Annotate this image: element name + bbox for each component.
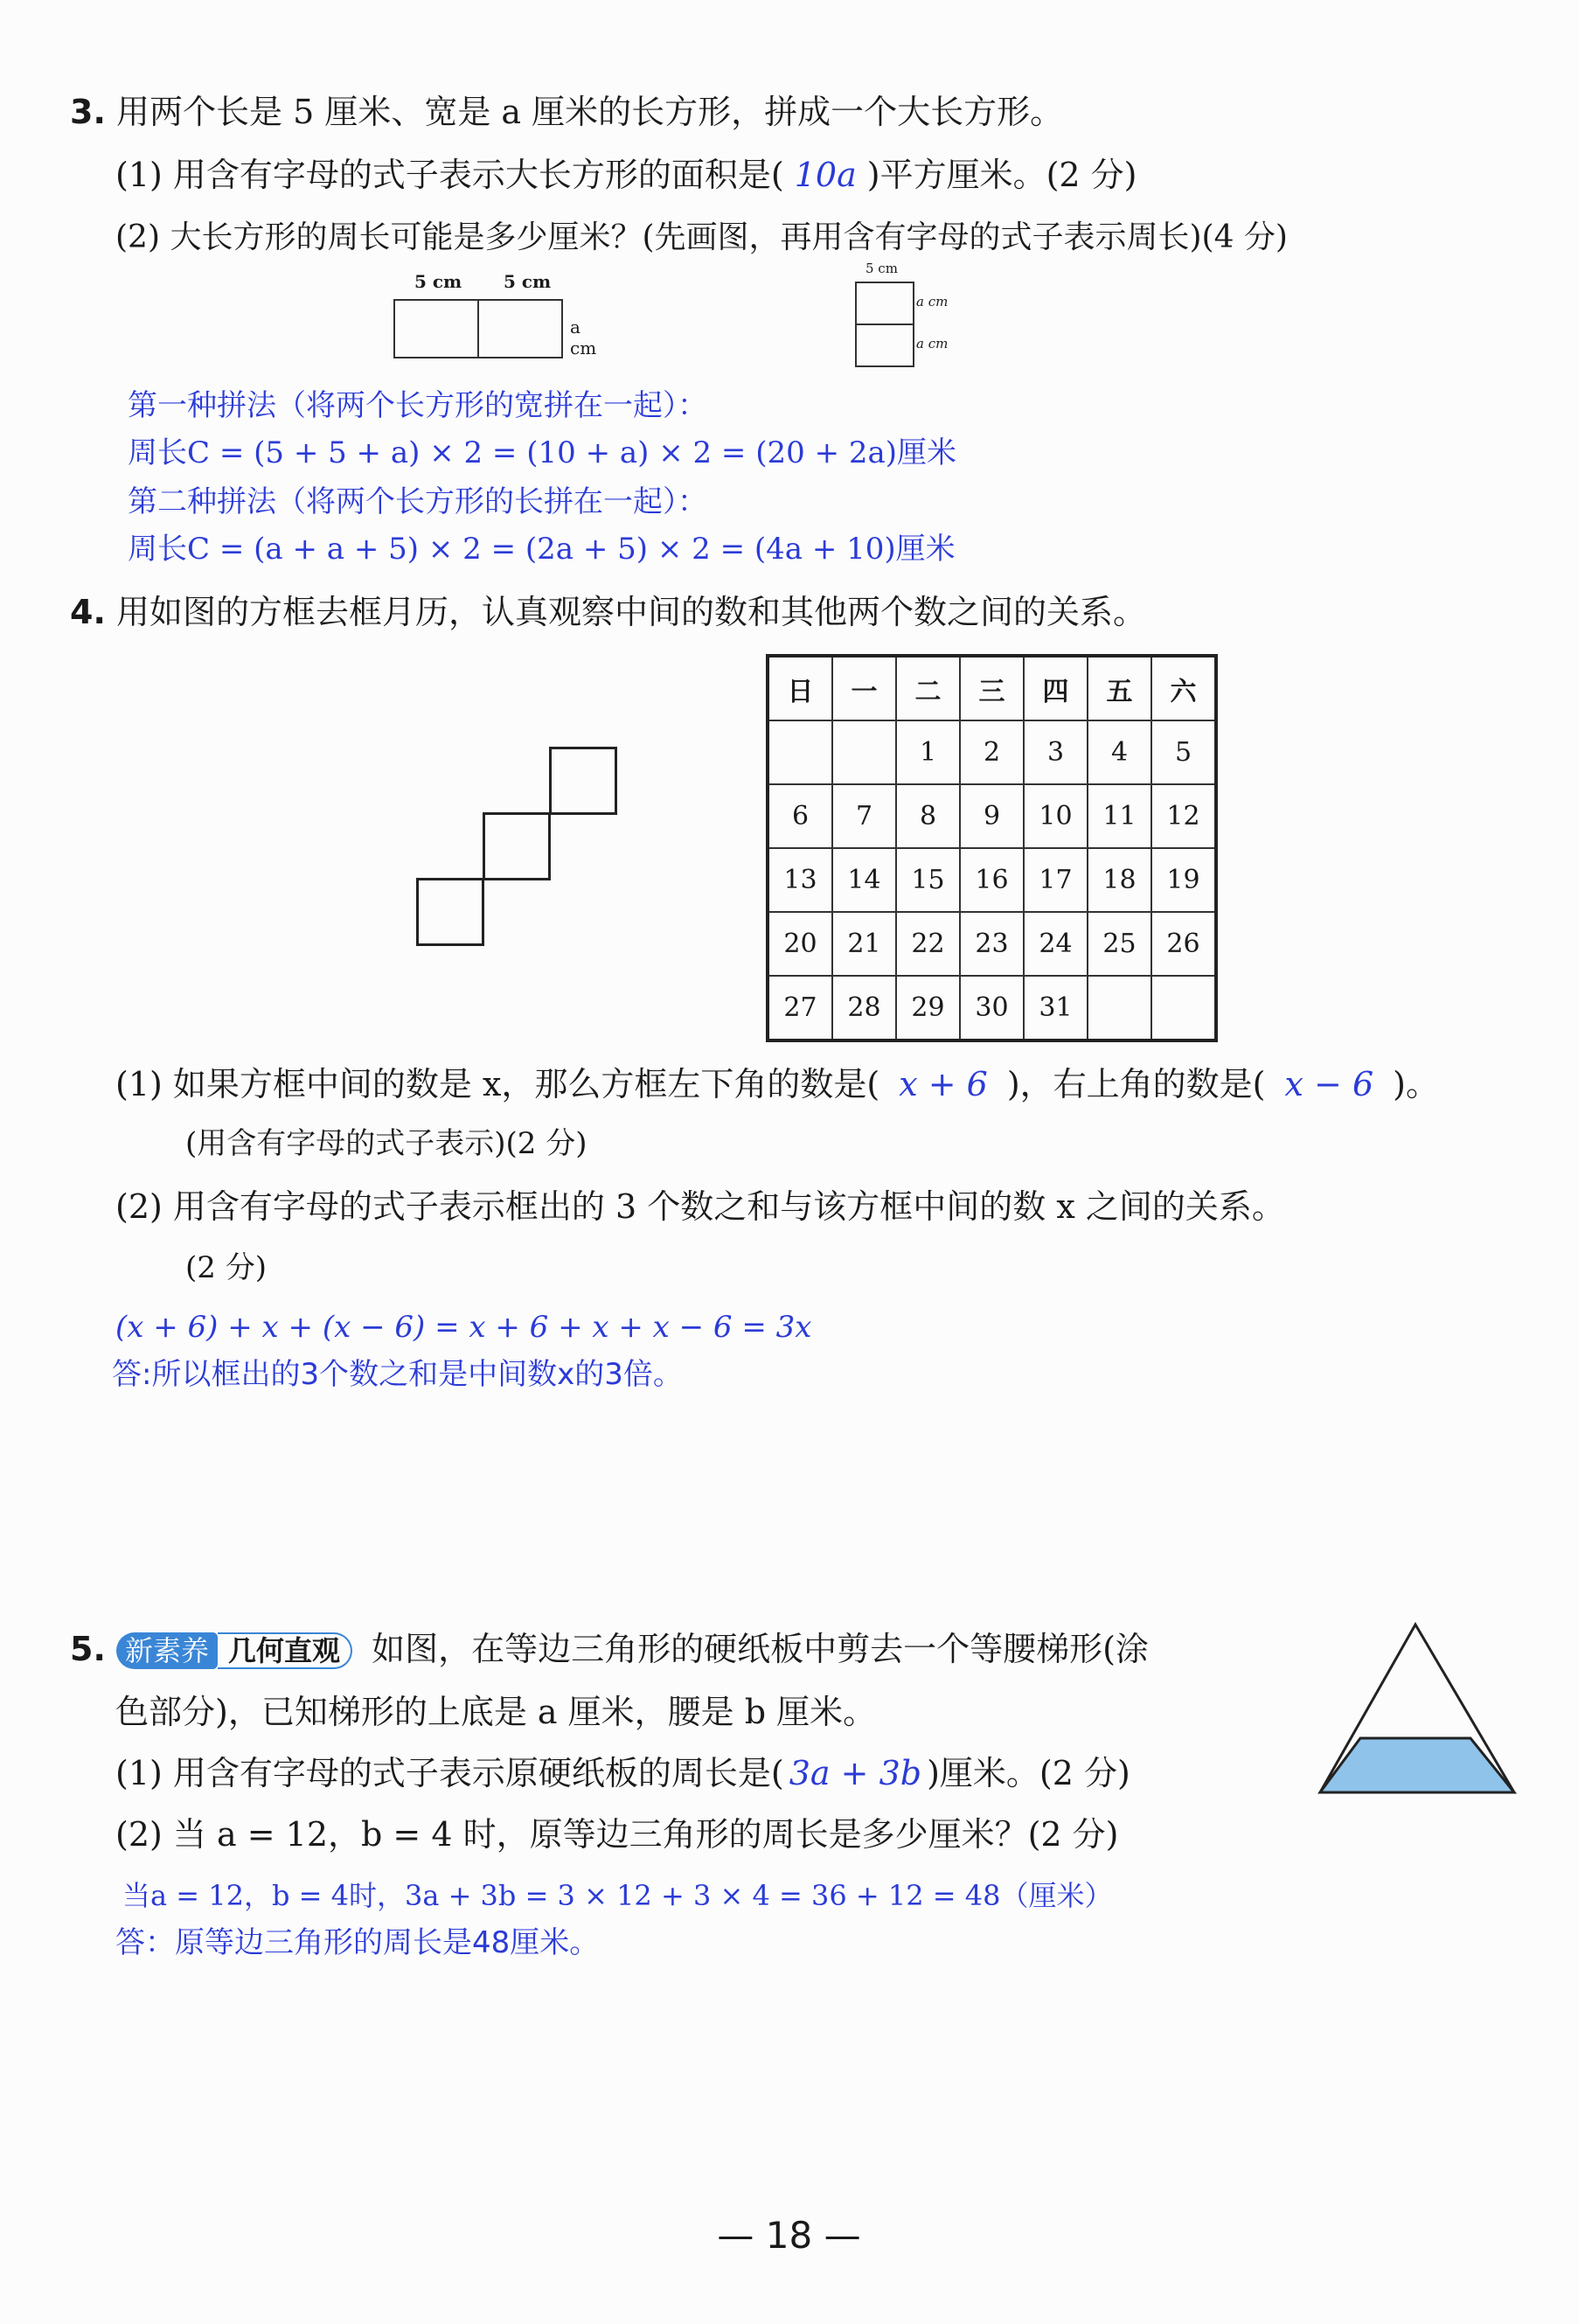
calendar-cell: 16 — [960, 848, 1024, 912]
calendar-cell: 30 — [960, 976, 1024, 1040]
calendar-cell: 7 — [832, 784, 896, 848]
fig1-label-right: 5 cm — [504, 271, 552, 292]
fig1-label-side: a cm — [570, 317, 597, 358]
calendar-table — [766, 654, 1218, 1042]
calendar-cell: 25 — [1088, 912, 1151, 976]
frame-square-middle — [483, 812, 551, 880]
calendar-row — [768, 848, 1216, 912]
calendar-row — [768, 912, 1216, 976]
calendar-cell: 10 — [1024, 784, 1088, 848]
calendar-cell — [1088, 976, 1151, 1040]
fig1-rect-right — [477, 299, 563, 358]
calendar-header-cell: 六 — [1151, 656, 1216, 720]
calendar-cell: 18 — [1088, 848, 1151, 912]
calendar-cell: 4 — [1088, 720, 1151, 784]
fig2-rect-bottom — [855, 324, 914, 367]
calendar-row — [768, 720, 1216, 784]
calendar-cell — [1151, 976, 1216, 1040]
calendar-cell — [832, 720, 896, 784]
q5-part1-pre: (1) 用含有字母的式子表示原硬纸板的周长是( — [115, 1754, 784, 1792]
calendar-cell: 20 — [768, 912, 832, 976]
q4-stem-text: 用如图的方框去框月历，认真观察中间的数和其他两个数之间的关系。 — [115, 593, 1146, 631]
q3-figure-tall — [853, 261, 958, 374]
q4-part1-pre: (1) 如果方框中间的数是 x，那么方框左下角的数是( — [115, 1065, 880, 1103]
q5-answer-line1: 当a = 12，b = 4时，3a + 3b = 3 × 12 + 3 × 4 = 36 + 12 = 48（厘米） — [122, 1879, 1113, 1912]
calendar-cell: 29 — [896, 976, 960, 1040]
q4-answer-line2: 答:所以框出的3个数之和是中间数x的3倍。 — [112, 1357, 683, 1392]
frame-square-bottom — [416, 878, 484, 946]
calendar-cell: 1 — [896, 720, 960, 784]
calendar-header-row — [768, 656, 1216, 720]
calendar-cell: 23 — [960, 912, 1024, 976]
q4-number: 4. — [70, 593, 106, 631]
calendar-header-cell: 日 — [768, 656, 832, 720]
page-number: — 18 — — [717, 2214, 861, 2257]
q5-part1-post: )厘米。(2 分) — [927, 1754, 1130, 1792]
calendar-header-cell: 二 — [896, 656, 960, 720]
q4-part1-answer2: x − 6 — [1284, 1065, 1374, 1103]
q4-part1-post: )。 — [1393, 1065, 1439, 1103]
calendar-cell — [768, 720, 832, 784]
q4-part1-note: (用含有字母的式子表示)(2 分) — [185, 1126, 587, 1161]
calendar-cell: 9 — [960, 784, 1024, 848]
q3-part1 — [115, 154, 1137, 196]
calendar-cell: 8 — [896, 784, 960, 848]
q4-stem — [70, 591, 1146, 633]
q5-triangle-figure — [1317, 1619, 1518, 1803]
q3-figure-wide — [393, 271, 603, 358]
calendar-cell: 11 — [1088, 784, 1151, 848]
q3-part2 — [115, 217, 1288, 259]
calendar-cell: 17 — [1024, 848, 1088, 912]
calendar-row — [768, 784, 1216, 848]
calendar-cell: 6 — [768, 784, 832, 848]
calendar-cell: 22 — [896, 912, 960, 976]
q5-part2: (2) 当 a = 12，b = 4 时，原等边三角形的周长是多少厘米？(2 分) — [115, 1815, 1119, 1854]
q3-number: 3. — [70, 93, 106, 131]
q4-answer-line1: (x + 6) + x + (x − 6) = x + 6 + x + x − 6 = 3x — [115, 1310, 812, 1345]
q5-badge-tag: 几何直观 — [218, 1632, 352, 1669]
calendar-header-cell: 一 — [832, 656, 896, 720]
q3-stem — [70, 91, 1063, 133]
fig2-label-top: 5 cm — [865, 261, 898, 276]
q4-part1 — [115, 1063, 1439, 1105]
calendar-cell: 27 — [768, 976, 832, 1040]
trapezoid-shaded — [1320, 1738, 1514, 1792]
q3-part1-answer: 10a — [794, 156, 857, 194]
calendar-header-cell: 四 — [1024, 656, 1088, 720]
q3-part1-post: )平方厘米。(2 分) — [866, 156, 1137, 194]
q5-stem-line1 — [70, 1628, 1149, 1670]
calendar-cell: 3 — [1024, 720, 1088, 784]
q5-stem-text1: 如图，在等边三角形的硬纸板中剪去一个等腰梯形(涂 — [372, 1630, 1149, 1668]
q3-answer-line3: 第二种拼法（将两个长方形的长拼在一起）： — [128, 484, 707, 519]
calendar-cell: 19 — [1151, 848, 1216, 912]
calendar-cell: 5 — [1151, 720, 1216, 784]
fig2-label-side2: a cm — [916, 336, 949, 351]
fig1-rect-left — [393, 299, 479, 358]
q5-badge: 新素养 — [116, 1632, 218, 1669]
calendar-header-cell: 三 — [960, 656, 1024, 720]
fig1-label-left: 5 cm — [414, 271, 462, 292]
calendar-cell: 24 — [1024, 912, 1088, 976]
calendar-cell: 31 — [1024, 976, 1088, 1040]
q4-part1-answer1: x + 6 — [899, 1065, 988, 1103]
q5-number: 5. — [70, 1630, 106, 1668]
q3-stem-text: 用两个长是 5 厘米、宽是 a 厘米的长方形，拼成一个大长方形。 — [115, 93, 1064, 131]
calendar-cell: 13 — [768, 848, 832, 912]
q4-frame-figure — [416, 747, 617, 946]
q3-answer-line2: 周长C = (5 + 5 + a) × 2 = (10 + a) × 2 = (20 + 2a)厘米 — [128, 435, 957, 470]
q4-part2-score: (2 分) — [185, 1250, 267, 1285]
frame-square-top — [549, 747, 617, 815]
q4-part1-mid: )，右上角的数是( — [1006, 1065, 1266, 1103]
q5-part1 — [115, 1752, 1130, 1794]
calendar-cell: 26 — [1151, 912, 1216, 976]
q5-answer-line2: 答：原等边三角形的周长是48厘米。 — [115, 1925, 600, 1960]
calendar-cell: 15 — [896, 848, 960, 912]
q4-part2: (2) 用含有字母的式子表示框出的 3 个数之和与该方框中间的数 x 之间的关系。 — [115, 1187, 1285, 1226]
q3-part1-pre: (1) 用含有字母的式子表示大长方形的面积是( — [115, 156, 784, 194]
calendar-cell: 21 — [832, 912, 896, 976]
calendar-header-cell: 五 — [1088, 656, 1151, 720]
calendar-row — [768, 976, 1216, 1040]
q3-answer-line4: 周长C = (a + a + 5) × 2 = (2a + 5) × 2 = (4a + 10)厘米 — [128, 532, 956, 567]
q5-stem-line2: 色部分)，已知梯形的上底是 a 厘米，腰是 b 厘米。 — [115, 1693, 877, 1731]
fig2-rect-top — [855, 282, 914, 325]
fig2-label-side1: a cm — [916, 294, 949, 310]
calendar-cell: 2 — [960, 720, 1024, 784]
calendar-cell: 28 — [832, 976, 896, 1040]
q3-part2-text: (2) 大长方形的周长可能是多少厘米？(先画图，再用含有字母的式子表示周长)(4 分) — [115, 219, 1288, 255]
q5-part1-answer: 3a + 3b — [789, 1754, 922, 1792]
q3-answer-line1: 第一种拼法（将两个长方形的宽拼在一起）： — [128, 388, 707, 423]
calendar-cell: 14 — [832, 848, 896, 912]
calendar-cell: 12 — [1151, 784, 1216, 848]
